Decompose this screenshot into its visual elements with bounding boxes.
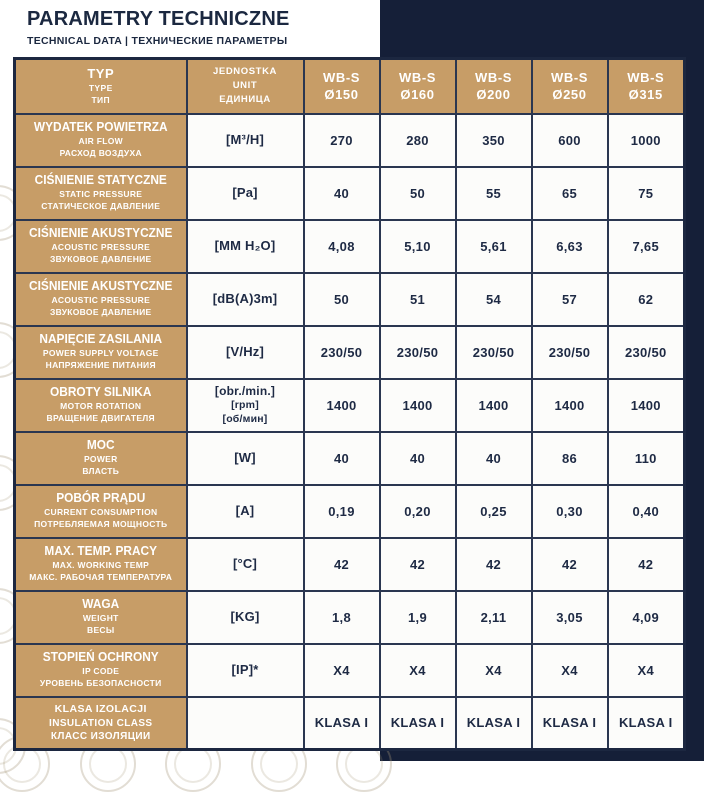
unit-text: [M³/H] <box>225 132 265 148</box>
value-cell: 3,05 <box>532 591 608 644</box>
value-cell: 50 <box>380 167 456 220</box>
value-cell: KLASA I <box>608 697 685 750</box>
model-series: WB-S <box>627 69 665 85</box>
row-label-pl: MOC <box>86 438 115 453</box>
column-header-unit <box>187 59 304 114</box>
row-label-pl: NAPIĘCIE ZASILANIA <box>39 332 163 347</box>
column-header-model-wbs-160 <box>380 59 456 114</box>
value-cell: 40 <box>304 432 380 485</box>
row-unit-cell <box>187 379 304 432</box>
row-label <box>15 114 187 167</box>
value-cell: X4 <box>608 644 685 697</box>
unit-text: [V/Hz] <box>225 344 265 360</box>
row-label-en: AIR FLOW <box>78 135 123 146</box>
row-label <box>15 167 187 220</box>
row-label-pl: WAGA <box>82 597 120 612</box>
value-cell: 4,08 <box>304 220 380 273</box>
row-label-ru: ЗВУКОВОЕ ДАВЛЕНИЕ <box>49 254 152 265</box>
page-header <box>27 8 290 47</box>
row-label-pl: KLASA IZOLACJI <box>54 702 147 715</box>
value-cell: 1400 <box>456 379 532 432</box>
table-row <box>15 379 685 432</box>
model-size: Ø150 <box>324 87 359 103</box>
value-cell: 1000 <box>608 114 685 167</box>
row-label-en: ACOUSTIC PRESSURE <box>51 294 151 305</box>
row-unit-cell <box>187 273 304 326</box>
value-cell: 42 <box>608 538 685 591</box>
row-unit-cell <box>187 485 304 538</box>
value-cell: 1,8 <box>304 591 380 644</box>
page-subtitle: TECHNICAL DATA | ТЕХНИЧЕСКИЕ ПАРАМЕТРЫ <box>27 35 288 47</box>
value-cell: 1400 <box>608 379 685 432</box>
table-row <box>15 697 685 750</box>
row-label-pl: CIŚNIENIE STATYCZNE <box>34 173 167 188</box>
table-row <box>15 432 685 485</box>
value-cell: 5,61 <box>456 220 532 273</box>
row-label-en: STATIC PRESSURE <box>59 188 143 199</box>
value-cell: X4 <box>380 644 456 697</box>
value-cell: 600 <box>532 114 608 167</box>
table-row <box>15 114 685 167</box>
value-cell: 42 <box>380 538 456 591</box>
row-label-en: IP CODE <box>82 665 120 676</box>
value-cell: 1400 <box>380 379 456 432</box>
row-label-ru: УРОВЕНЬ БЕЗОПАСНОСТИ <box>39 678 162 689</box>
value-cell: KLASA I <box>532 697 608 750</box>
unit-text: [Pa] <box>232 185 258 201</box>
value-cell: 0,19 <box>304 485 380 538</box>
value-cell: KLASA I <box>456 697 532 750</box>
column-header-model-wbs-315 <box>608 59 685 114</box>
value-cell: 40 <box>380 432 456 485</box>
value-cell: 40 <box>304 167 380 220</box>
value-cell: 75 <box>608 167 685 220</box>
model-size: Ø200 <box>476 87 511 103</box>
unit-text: [IP]* <box>231 662 259 678</box>
row-label-en: INSULATION CLASS <box>49 717 153 729</box>
row-unit-cell <box>187 326 304 379</box>
table-head <box>15 59 685 114</box>
value-cell: 230/50 <box>304 326 380 379</box>
unit-text: [°C] <box>232 556 258 572</box>
row-unit-cell <box>187 644 304 697</box>
row-label-pl: WYDATEK POWIETRZA <box>33 120 168 135</box>
unit-text: [KG] <box>230 609 260 625</box>
row-label-en: MOTOR ROTATION <box>60 400 142 411</box>
value-cell: 280 <box>380 114 456 167</box>
column-header-model-wbs-200 <box>456 59 532 114</box>
value-cell: 50 <box>304 273 380 326</box>
row-label-pl: CIŚNIENIE AKUSTYCZNE <box>29 226 173 241</box>
value-cell: 230/50 <box>380 326 456 379</box>
value-cell: 0,25 <box>456 485 532 538</box>
row-label-pl: STOPIEŃ OCHRONY <box>42 650 159 665</box>
row-label-en: WEIGHT <box>82 612 119 623</box>
value-cell: 51 <box>380 273 456 326</box>
value-cell: 0,30 <box>532 485 608 538</box>
value-cell: 350 <box>456 114 532 167</box>
row-label-ru: ЗВУКОВОЕ ДАВЛЕНИЕ <box>49 307 152 318</box>
value-cell: 42 <box>456 538 532 591</box>
unit-header-pl: JEDNOSTKA <box>213 65 277 77</box>
value-cell: 7,65 <box>608 220 685 273</box>
page-title: PARAMETRY TECHNICZNE <box>27 8 290 30</box>
model-size: Ø250 <box>552 87 587 103</box>
table-row <box>15 591 685 644</box>
value-cell: 0,40 <box>608 485 685 538</box>
table-body <box>15 114 685 750</box>
value-cell: 230/50 <box>456 326 532 379</box>
value-cell: 1400 <box>532 379 608 432</box>
row-label-en: MAX. WORKING TEMP <box>52 559 150 570</box>
value-cell: 270 <box>304 114 380 167</box>
row-label-ru: ВРАЩЕНИЕ ДВИГАТЕЛЯ <box>46 413 155 424</box>
table-row <box>15 485 685 538</box>
row-label-ru: ПОТРЕБЛЯЕМАЯ МОЩНОСТЬ <box>34 519 168 530</box>
model-series: WB-S <box>550 69 589 85</box>
value-cell: 0,20 <box>380 485 456 538</box>
value-cell: 54 <box>456 273 532 326</box>
model-series: WB-S <box>322 69 361 85</box>
table-row <box>15 220 685 273</box>
value-cell: 62 <box>608 273 685 326</box>
value-cell: 230/50 <box>532 326 608 379</box>
unit-text: [rpm] <box>231 399 259 412</box>
column-header-model-wbs-150 <box>304 59 380 114</box>
model-series: WB-S <box>474 69 513 85</box>
value-cell: X4 <box>456 644 532 697</box>
value-cell: 110 <box>608 432 685 485</box>
row-label <box>15 644 187 697</box>
row-unit-cell <box>187 167 304 220</box>
unit-header-en: UNIT <box>232 80 258 92</box>
row-unit-cell <box>187 220 304 273</box>
row-label-en: POWER <box>83 453 118 464</box>
table-header-row <box>15 59 685 114</box>
row-label-ru: МАКС. РАБОЧАЯ ТЕМПЕРАТУРА <box>29 572 173 583</box>
row-label-pl: MAX. TEMP. PRACY <box>44 544 158 559</box>
value-cell: 2,11 <box>456 591 532 644</box>
row-label <box>15 379 187 432</box>
row-label <box>15 220 187 273</box>
value-cell: 1400 <box>304 379 380 432</box>
value-cell: 86 <box>532 432 608 485</box>
unit-text: [об/мин] <box>222 412 268 425</box>
value-cell: 55 <box>456 167 532 220</box>
row-label-ru: КЛАСС ИЗОЛЯЦИИ <box>50 730 151 742</box>
row-label-ru: СТАТИЧЕСКОЕ ДАВЛЕНИЕ <box>41 201 161 212</box>
row-label <box>15 591 187 644</box>
row-label-ru: ВЛАСТЬ <box>82 466 120 477</box>
value-cell: 4,09 <box>608 591 685 644</box>
row-label-ru: РАСХОД ВОЗДУХА <box>59 148 142 159</box>
row-label-en: CURRENT CONSUMPTION <box>44 506 158 517</box>
row-unit-cell <box>187 591 304 644</box>
row-label-pl: OBROTY SILNIKA <box>50 385 152 400</box>
value-cell: 230/50 <box>608 326 685 379</box>
unit-text: [dB(A)3m] <box>212 291 278 307</box>
row-label-ru: ВЕСЫ <box>87 625 115 636</box>
value-cell: 65 <box>532 167 608 220</box>
row-label <box>15 326 187 379</box>
row-label <box>15 485 187 538</box>
value-cell: 5,10 <box>380 220 456 273</box>
row-label-pl: CIŚNIENIE AKUSTYCZNE <box>29 279 173 294</box>
row-label-pl: POBÓR PRĄDU <box>56 491 146 506</box>
row-unit-cell <box>187 432 304 485</box>
value-cell: KLASA I <box>304 697 380 750</box>
unit-text: [MM H₂O] <box>214 238 276 254</box>
value-cell: 42 <box>304 538 380 591</box>
table-row <box>15 167 685 220</box>
type-header-pl: TYP <box>87 65 115 81</box>
value-cell: 1,9 <box>380 591 456 644</box>
table-row <box>15 273 685 326</box>
value-cell: 40 <box>456 432 532 485</box>
value-cell: KLASA I <box>380 697 456 750</box>
row-label <box>15 697 187 750</box>
unit-text: [obr./min.] <box>214 384 276 399</box>
unit-text: [W] <box>234 450 256 466</box>
column-header-type <box>15 59 187 114</box>
row-unit-cell <box>187 114 304 167</box>
column-header-model-wbs-250 <box>532 59 608 114</box>
type-header-ru: ТИП <box>91 95 111 106</box>
table-row <box>15 644 685 697</box>
value-cell: 57 <box>532 273 608 326</box>
row-label-en: POWER SUPPLY VOLTAGE <box>42 347 159 358</box>
unit-text: [A] <box>235 503 255 519</box>
row-unit-cell <box>187 538 304 591</box>
table-row <box>15 326 685 379</box>
type-header-en: TYPE <box>88 82 113 93</box>
value-cell: 6,63 <box>532 220 608 273</box>
row-label-ru: НАПРЯЖЕНИЕ ПИТАНИЯ <box>45 360 156 371</box>
table-row <box>15 538 685 591</box>
row-label <box>15 273 187 326</box>
row-label-en: ACOUSTIC PRESSURE <box>51 241 151 252</box>
technical-data-table <box>13 57 686 751</box>
unit-header-ru: ЕДИНИЦА <box>219 94 271 106</box>
value-cell: 42 <box>532 538 608 591</box>
model-series: WB-S <box>398 69 437 85</box>
row-label <box>15 432 187 485</box>
value-cell: X4 <box>532 644 608 697</box>
model-size: Ø160 <box>400 87 435 103</box>
model-size: Ø315 <box>628 87 663 103</box>
row-unit-cell <box>187 697 304 750</box>
row-label <box>15 538 187 591</box>
value-cell: X4 <box>304 644 380 697</box>
